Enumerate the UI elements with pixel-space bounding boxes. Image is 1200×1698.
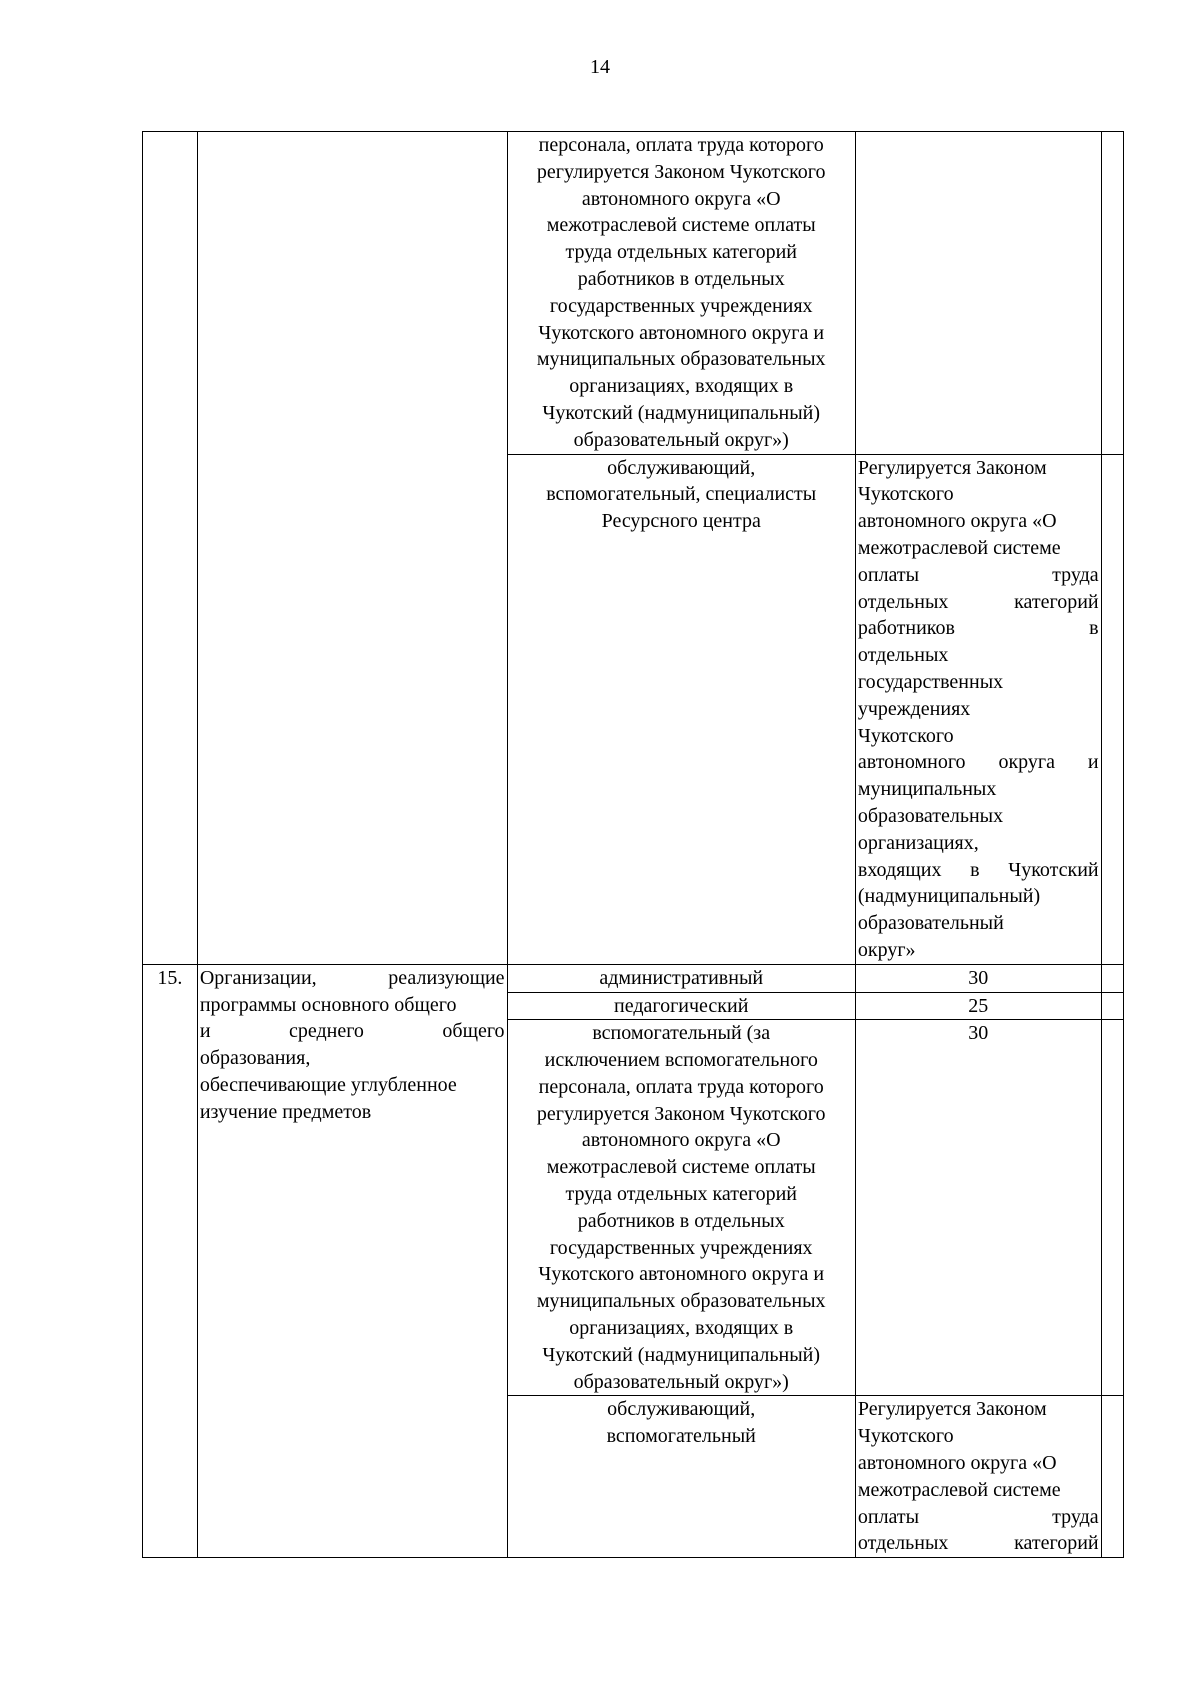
text-line: образовательный округ») (573, 1370, 789, 1393)
text-line: образовательный округ») (573, 428, 789, 451)
text-word: труда (1052, 563, 1099, 586)
text-line (858, 455, 1099, 482)
text-line (200, 992, 505, 1019)
text-line: муниципальных образовательных (536, 348, 826, 371)
text-line (200, 1018, 505, 1045)
text-word: округа (998, 751, 1056, 774)
text-line (858, 589, 1099, 616)
text-line: труда отдельных категорий (565, 1183, 797, 1206)
text-word: отдельных (857, 1532, 949, 1555)
regulation-text (858, 1396, 1099, 1557)
text-line: регулируется Законом Чукотского (536, 1102, 826, 1125)
text-line: Ресурсного центра (601, 510, 761, 533)
text-line: регулируется Законом Чукотского (536, 160, 826, 183)
text-line: исключением вспомогательного (544, 1049, 818, 1072)
text-word: отдельных (857, 644, 949, 667)
organization-cell (197, 132, 507, 965)
text-line: Чукотского автономного округа и (538, 1263, 825, 1286)
text-line: организациях, входящих в (569, 375, 794, 398)
text-word: работников (857, 617, 955, 640)
text-line (200, 965, 505, 992)
text-word: Чукотского (857, 724, 954, 747)
extra-cell (1101, 454, 1123, 964)
text-line: Чукотский (надмуниципальный) (542, 1343, 821, 1366)
staff-category-text (510, 1396, 853, 1450)
staff-category-cell: административный (507, 964, 855, 992)
text-line: межотраслевой системе оплаты (546, 214, 816, 237)
organization-text (200, 965, 505, 1126)
extra-cell (1101, 992, 1123, 1020)
text-word: межотраслевой системе (857, 536, 1061, 559)
table-row (143, 132, 1124, 455)
text-line: организациях, входящих в (569, 1317, 794, 1340)
value-cell (855, 1396, 1101, 1558)
text-line: обслуживающий, (607, 456, 756, 479)
text-word: учреждениях (857, 697, 971, 720)
text-line (858, 696, 1099, 723)
text-word: образования, (199, 1047, 311, 1070)
text-word: общего (442, 1020, 505, 1043)
text-line: вспомогательный, специалисты (546, 483, 817, 506)
text-line (858, 1423, 1099, 1450)
text-line (858, 669, 1099, 696)
text-line: автономного округа «О (581, 1129, 781, 1152)
text-word: Регулируется Законом (857, 1398, 1047, 1421)
text-line: государственных учреждениях (549, 1236, 813, 1259)
text-line (200, 1045, 505, 1072)
text-word: образовательных (857, 804, 1004, 827)
text-word: в (1089, 617, 1099, 640)
text-line (858, 803, 1099, 830)
staff-table (142, 131, 1124, 1558)
text-line (858, 642, 1099, 669)
text-line (858, 749, 1099, 776)
staff-category-text (510, 455, 853, 535)
text-line: межотраслевой системе оплаты (546, 1156, 816, 1179)
text-word: автономного округа «О (857, 510, 1057, 533)
text-word: и (1087, 751, 1099, 774)
text-line: персонала, оплата труда которого (538, 1075, 824, 1098)
text-line: вспомогательный (за (592, 1022, 771, 1045)
text-word: организациях, (857, 831, 979, 854)
text-line: автономного округа «О (581, 187, 781, 210)
text-word: оплаты (857, 1505, 920, 1528)
text-word: труда (1052, 1505, 1099, 1528)
text-line (858, 830, 1099, 857)
text-line (858, 937, 1099, 964)
extra-cell (1101, 1396, 1123, 1558)
text-line (858, 1477, 1099, 1504)
staff-category-cell (507, 454, 855, 964)
text-line (858, 883, 1099, 910)
extra-cell (1101, 1020, 1123, 1396)
text-line (200, 1099, 505, 1126)
staff-category-cell (507, 1396, 855, 1558)
text-line (858, 508, 1099, 535)
text-word: отдельных (857, 590, 949, 613)
staff-category-cell (507, 1020, 855, 1396)
text-word: Организации, (199, 966, 317, 989)
text-word: категорий (1014, 1532, 1099, 1555)
regulation-text (858, 455, 1099, 964)
text-word: межотраслевой системе (857, 1478, 1061, 1501)
text-word: оплаты (857, 563, 920, 586)
text-line (858, 910, 1099, 937)
text-line: персонала, оплата труда которого (538, 134, 824, 156)
text-word: (надмуниципальный) (857, 885, 1041, 908)
text-word: автономного (857, 751, 966, 774)
text-word: входящих (857, 858, 942, 881)
text-line (858, 535, 1099, 562)
text-word: автономного округа «О (857, 1452, 1057, 1475)
staff-category-text (510, 1020, 853, 1395)
page-number: 14 (590, 56, 610, 78)
value-cell: 30 (855, 1020, 1101, 1396)
organization-cell (197, 964, 507, 1558)
text-word: категорий (1014, 590, 1099, 613)
text-word: муниципальных (857, 778, 997, 801)
text-line: Чукотский (надмуниципальный) (542, 401, 821, 424)
text-word: Регулируется Законом (857, 456, 1047, 479)
text-line (858, 481, 1099, 508)
text-line (858, 615, 1099, 642)
text-word: изучение предметов (199, 1100, 372, 1123)
text-word: образовательный (857, 912, 1004, 935)
text-word: в (970, 858, 980, 881)
staff-category-cell: педагогический (507, 992, 855, 1020)
staff-category-text (510, 132, 853, 454)
text-line: вспомогательный (606, 1425, 756, 1448)
value-cell (855, 454, 1101, 964)
text-word: Чукотского (857, 483, 954, 506)
text-line: труда отдельных категорий (565, 241, 797, 264)
value-cell (855, 132, 1101, 455)
text-line (858, 562, 1099, 589)
text-line: муниципальных образовательных (536, 1290, 826, 1313)
staff-category-cell (507, 132, 855, 455)
extra-cell (1101, 132, 1123, 455)
row-number-cell (143, 132, 198, 965)
text-word: программы основного общего (199, 993, 457, 1016)
text-line (858, 723, 1099, 750)
text-line (858, 1504, 1099, 1531)
text-word: округ» (857, 938, 916, 961)
text-word: и (199, 1020, 211, 1043)
text-line: работников в отдельных (577, 1209, 785, 1232)
text-word: Чукотский (1008, 858, 1099, 881)
text-line (858, 1450, 1099, 1477)
text-line: работников в отдельных (577, 267, 785, 290)
value-cell: 30 (855, 964, 1101, 992)
text-line: обслуживающий, (607, 1398, 756, 1421)
text-line: государственных учреждениях (549, 294, 813, 317)
text-word: обеспечивающие углубленное (199, 1073, 457, 1096)
text-word: среднего (288, 1020, 364, 1043)
text-word: реализующие (388, 966, 505, 989)
text-word: Чукотского (857, 1425, 954, 1448)
text-line (858, 857, 1099, 884)
text-line (858, 1396, 1099, 1423)
text-word: государственных (857, 670, 1004, 693)
text-line (858, 776, 1099, 803)
extra-cell (1101, 964, 1123, 992)
text-line (858, 1530, 1099, 1557)
row-number-cell: 15. (143, 964, 198, 1558)
value-cell: 25 (855, 992, 1101, 1020)
table-row (143, 964, 1124, 992)
text-line: Чукотского автономного округа и (538, 321, 825, 344)
text-line (200, 1072, 505, 1099)
